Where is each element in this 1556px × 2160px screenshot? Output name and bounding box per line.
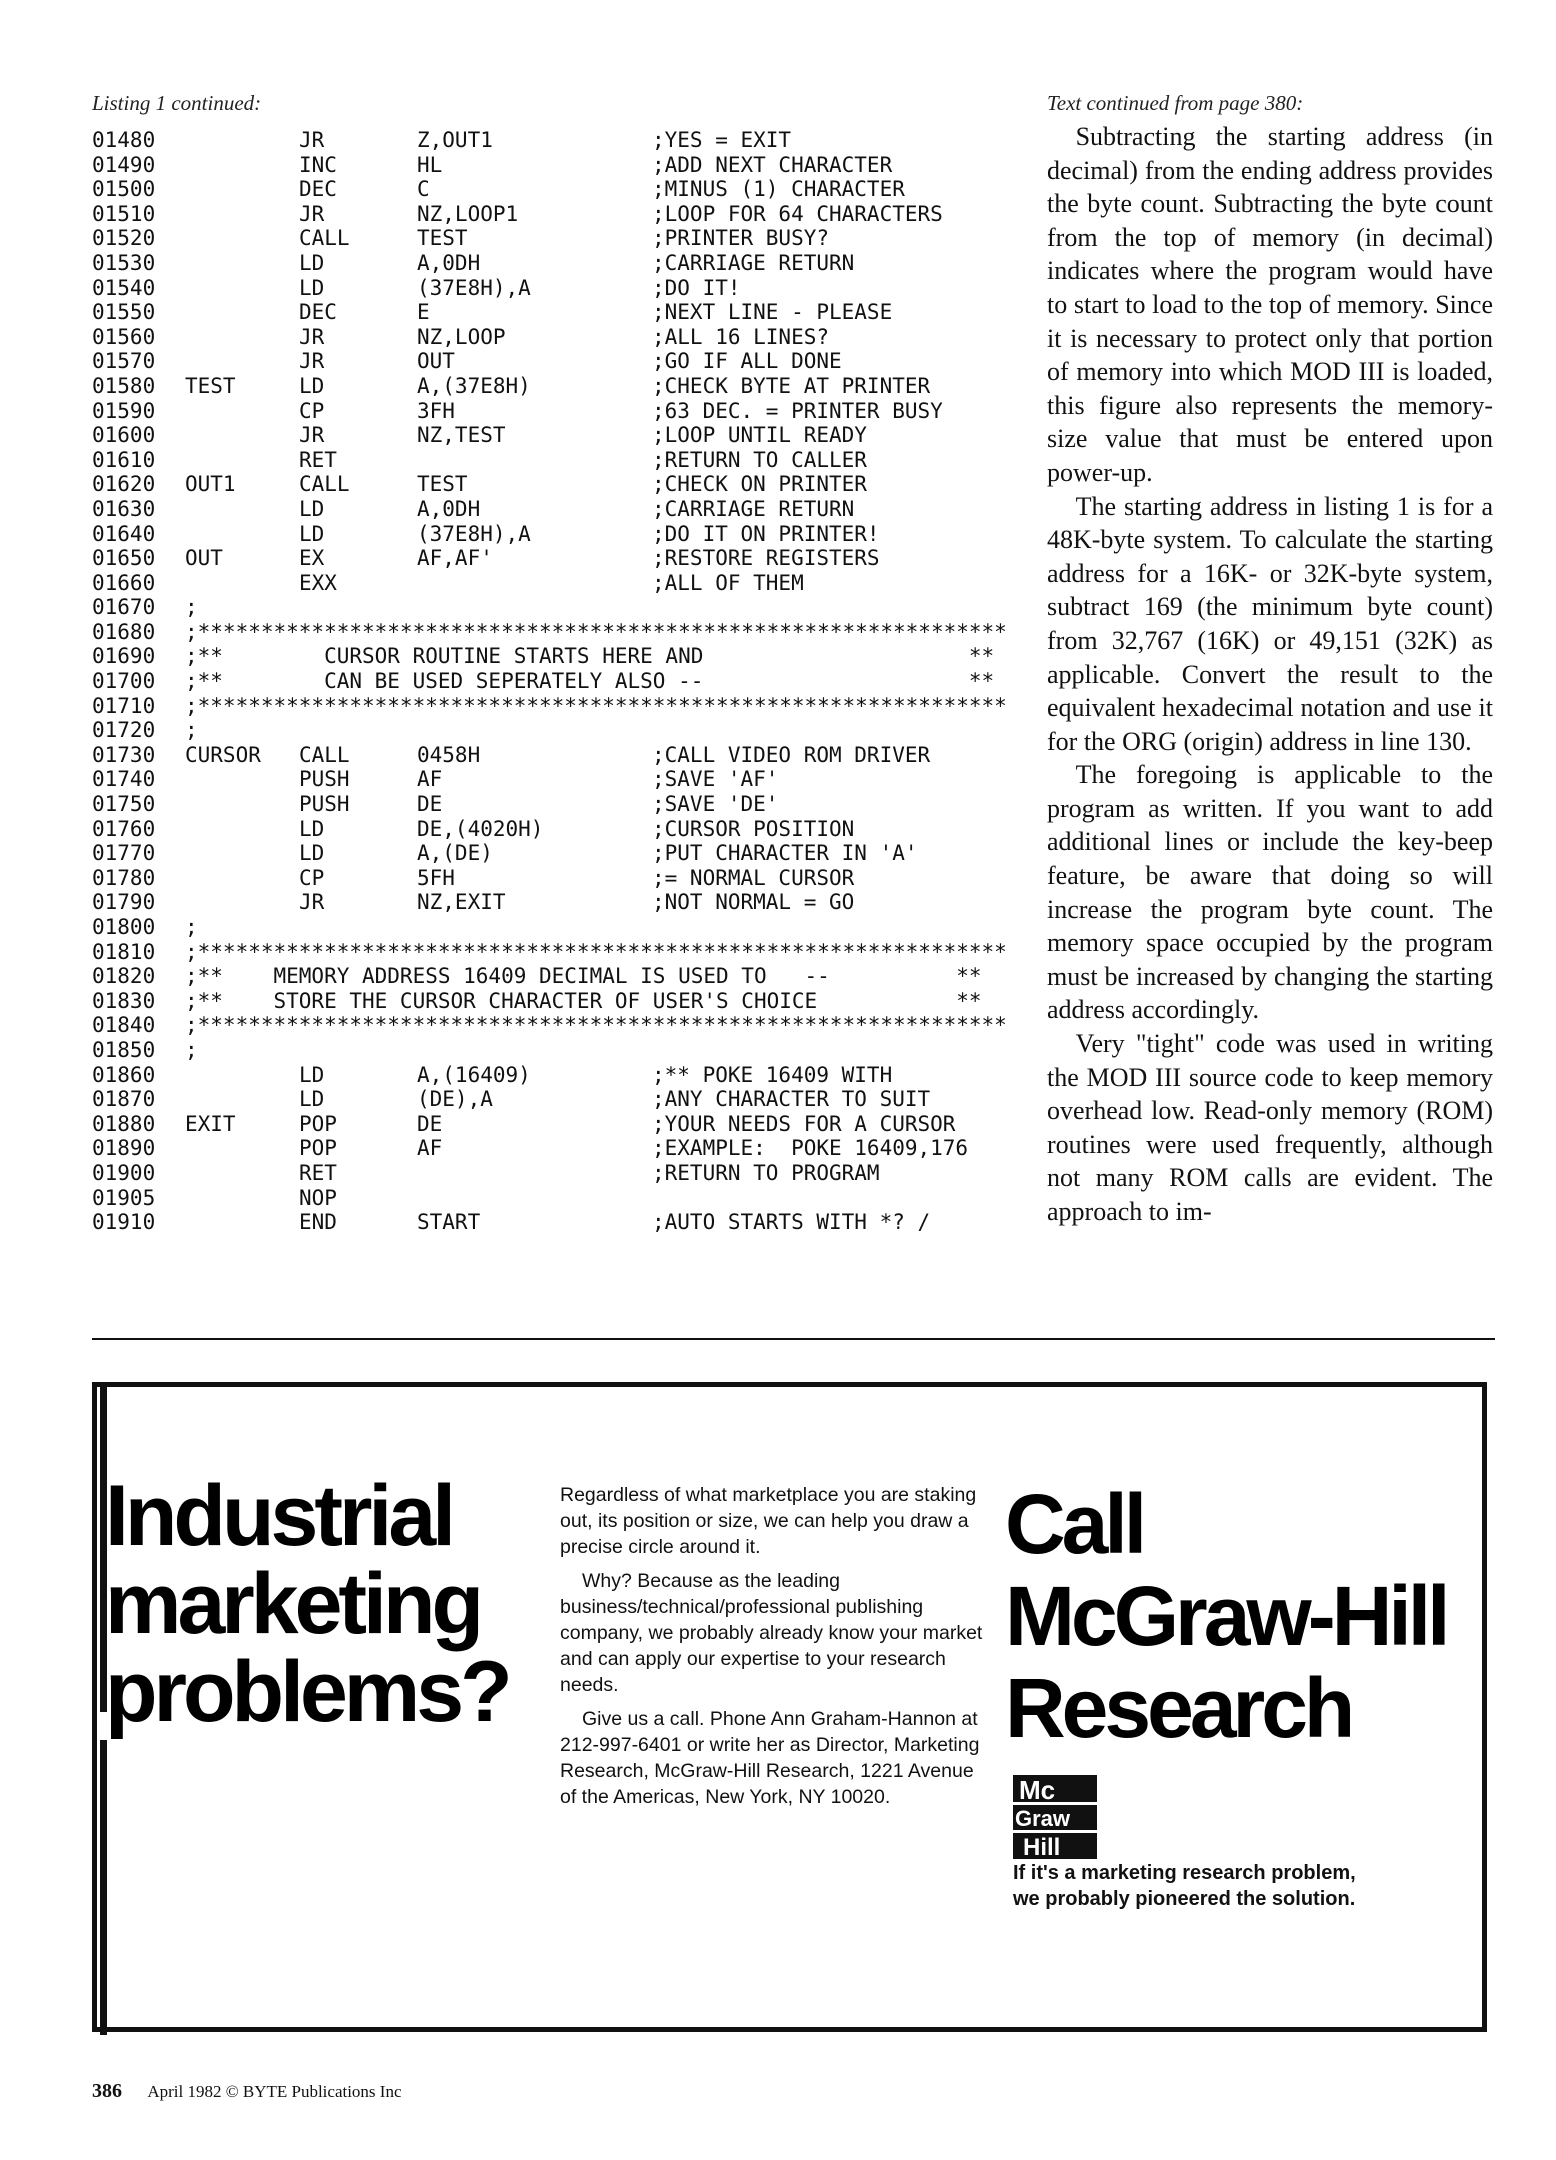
listing-row (92, 472, 1032, 497)
line-number: 01780 (92, 865, 156, 890)
line-number: 01720 (92, 718, 156, 743)
ad-tagline-line: we probably pioneered the solution. (1013, 1888, 1356, 1910)
opcode: NOP (299, 1185, 337, 1210)
code-comment: ;NOT NORMAL = GO (652, 890, 855, 915)
listing-row (92, 325, 1032, 350)
mcgraw-hill-logo (1013, 1775, 1097, 1859)
line-number: 01860 (92, 1062, 156, 1087)
opcode: EX (299, 546, 325, 571)
line-number: 01580 (92, 373, 156, 398)
ad-call-heading (1005, 1478, 1475, 1754)
opcode: DEC (299, 300, 337, 325)
operand: A,(DE) (417, 841, 493, 866)
listing-row (92, 1161, 1032, 1186)
code-comment: ;ALL OF THEM (652, 570, 804, 595)
line-number: 01910 (92, 1210, 156, 1235)
line-number: 01850 (92, 1037, 156, 1062)
operand: A,(16409) (417, 1062, 531, 1087)
listing-row (92, 399, 1032, 424)
line-number: 01480 (92, 128, 156, 152)
code-comment: ;PUT CHARACTER IN 'A' (652, 841, 918, 866)
listing-row (92, 644, 1032, 669)
listing-row (92, 718, 1032, 743)
code-comment: ;RESTORE REGISTERS (652, 546, 880, 571)
comment-banner: ;**************************************************************** (185, 939, 1007, 964)
listing-row (92, 202, 1032, 227)
listing-row (92, 767, 1032, 792)
operand: TEST (417, 472, 468, 497)
code-label: CURSOR (185, 742, 261, 767)
operand: Z,OUT1 (417, 128, 493, 152)
operand: 5FH (417, 865, 455, 890)
opcode: LD (299, 373, 325, 398)
ad-headline-line: Industrial (105, 1468, 453, 1564)
listing-row (92, 153, 1032, 178)
opcode: RET (299, 1160, 337, 1185)
line-number: 01600 (92, 423, 156, 448)
operand: (DE),A (417, 1087, 493, 1112)
listing-row (92, 1186, 1032, 1211)
line-number: 01770 (92, 841, 156, 866)
line-number: 01490 (92, 152, 156, 177)
opcode: CP (299, 865, 325, 890)
ad-headline-line: problems? (105, 1644, 509, 1740)
code-comment: ;CHECK BYTE AT PRINTER (652, 373, 931, 398)
opcode: CALL (299, 226, 350, 251)
operand: 0458H (417, 742, 481, 767)
listing-row (92, 251, 1032, 276)
opcode: RET (299, 447, 337, 472)
listing-row (92, 1013, 1032, 1038)
listing-row (92, 1063, 1032, 1088)
comment-banner: ; (185, 718, 198, 743)
line-number: 01550 (92, 300, 156, 325)
code-comment: ;63 DEC. = PRINTER BUSY (652, 398, 943, 423)
operand: C (417, 177, 430, 202)
listing-row (92, 546, 1032, 571)
operand: AF (417, 1136, 443, 1161)
listing-row (92, 694, 1032, 719)
ad-body-paragraph: Why? Because as the leading business/technical/professional publishing company, we probably already know your market and can apply our expertise to your research needs. (560, 1570, 983, 1696)
code-comment: ;EXAMPLE: POKE 16409,176 (652, 1136, 969, 1161)
listing-row (92, 497, 1032, 522)
operand: OUT (417, 349, 455, 374)
line-number: 01640 (92, 521, 156, 546)
line-number: 01760 (92, 816, 156, 841)
line-number: 01520 (92, 226, 156, 251)
listing-row (92, 989, 1032, 1014)
line-number: 01610 (92, 447, 156, 472)
listing-row (92, 1038, 1032, 1063)
operand: 3FH (417, 398, 455, 423)
line-number: 01660 (92, 570, 156, 595)
opcode: EXX (299, 570, 337, 595)
comment-banner: ; (185, 595, 198, 620)
line-number: 01800 (92, 915, 156, 939)
page-footer (92, 2080, 402, 2103)
line-number: 01830 (92, 988, 156, 1013)
listing-row (92, 300, 1032, 325)
operand: HL (417, 152, 443, 177)
operand: NZ,EXIT (417, 890, 506, 915)
code-comment: ;CHECK ON PRINTER (652, 472, 867, 497)
listing-row (92, 669, 1032, 694)
code-label: OUT1 (185, 472, 236, 497)
opcode: INC (299, 152, 337, 177)
code-comment: ;RETURN TO CALLER (652, 447, 867, 472)
opcode: LD (299, 275, 325, 300)
operand: NZ,TEST (417, 423, 506, 448)
line-number: 01590 (92, 398, 156, 423)
opcode: LD (299, 816, 325, 841)
ad-body-paragraph: Regardless of what marketplace you are staking out, its position or size, we can help you draw a precise circle around it. (560, 1484, 977, 1558)
line-number: 01510 (92, 201, 156, 226)
line-number: 01650 (92, 546, 156, 571)
line-number: 01740 (92, 767, 156, 792)
line-number: 01840 (92, 1013, 156, 1038)
line-number: 01790 (92, 890, 156, 915)
opcode: JR (299, 349, 325, 374)
listing-row (92, 128, 1032, 153)
line-number: 01880 (92, 1111, 156, 1136)
ad-headline-line: marketing (105, 1556, 481, 1652)
code-comment: ;DO IT ON PRINTER! (652, 521, 880, 546)
operand: START (417, 1210, 481, 1235)
opcode: LD (299, 496, 325, 521)
line-number: 01820 (92, 964, 156, 989)
ad-call-line: Call (1005, 1477, 1144, 1571)
line-number: 01900 (92, 1160, 156, 1185)
listing-row (92, 841, 1032, 866)
article-paragraph: Subtracting the starting address (in decimal) from the ending address provides the byte count. Subtracting the byte count from the top of memory (in decimal) indicates where the program would have to start to load to the top of memory. Since it is necessary to protect only that portion of memory into which MOD III is loaded, this figure also represents the memory-size value that must be entered upon power-up. (1047, 122, 1493, 487)
logo-word: Hill (1023, 1834, 1061, 1859)
code-comment: ;AUTO STARTS WITH *? / (652, 1210, 931, 1235)
article-paragraph: The starting address in listing 1 is for a 48K-byte system. To calculate the starting address for a 16K- or 32K-byte system, subtract 169 (the minimum byte count) from 32,767 (16K) or 49,151 (32K) as applicable. Convert the result to the equivalent hexadecimal notation and use it for the ORG (origin) address in line 130. (1047, 491, 1493, 756)
line-number: 01630 (92, 496, 156, 521)
footer-credit: April 1982 © BYTE Publications Inc (147, 2082, 402, 2101)
operand: DE,(4020H) (417, 816, 544, 841)
comment-banner: ;**************************************************************** (185, 693, 1007, 718)
line-number: 01540 (92, 275, 156, 300)
section-divider (92, 1338, 1495, 1340)
opcode: PUSH (299, 792, 350, 817)
comment-banner: ;**************************************************************** (185, 619, 1007, 644)
operand: DE (417, 792, 443, 817)
listing-row (92, 177, 1032, 202)
article-paragraph: Very "tight" code was used in writing the MOD III source code to keep memory overhead low. Read-only memory (ROM) routines were used frequently, although not many ROM calls are evident. The approach to im- (1047, 1029, 1493, 1226)
comment-banner: ;**************************************************************** (185, 1013, 1007, 1038)
opcode: LD (299, 1087, 325, 1112)
comment-banner: ; (185, 1037, 198, 1062)
line-number: 01530 (92, 250, 156, 275)
code-comment: ;CURSOR POSITION (652, 816, 855, 841)
opcode: JR (299, 423, 325, 448)
opcode: JR (299, 128, 325, 152)
operand: AF (417, 767, 443, 792)
code-comment: ;SAVE 'DE' (652, 792, 779, 817)
code-comment: ;= NORMAL CURSOR (652, 865, 855, 890)
listing-row (92, 915, 1032, 940)
listing-row (92, 792, 1032, 817)
comment-banner: ;** STORE THE CURSOR CHARACTER OF USER'S CHOICE ** (185, 988, 982, 1013)
operand: A,0DH (417, 496, 481, 521)
line-number: 01560 (92, 324, 156, 349)
listing-row (92, 620, 1032, 645)
opcode: JR (299, 324, 325, 349)
line-number: 01570 (92, 349, 156, 374)
opcode: PUSH (299, 767, 350, 792)
listing-row (92, 276, 1032, 301)
line-number: 01710 (92, 693, 156, 718)
listing-row (92, 866, 1032, 891)
line-number: 01700 (92, 669, 156, 694)
code-comment: ;LOOP FOR 64 CHARACTERS (652, 201, 943, 226)
code-comment: ;CALL VIDEO ROM DRIVER (652, 742, 931, 767)
listing-row (92, 964, 1032, 989)
opcode: LD (299, 841, 325, 866)
ad-call-line: Research (1005, 1661, 1352, 1755)
code-comment: ;** POKE 16409 WITH (652, 1062, 893, 1087)
ad-headline (105, 1468, 545, 1740)
code-comment: ;DO IT! (652, 275, 741, 300)
ad-tagline-line: If it's a marketing research problem, (1013, 1862, 1356, 1884)
operand: TEST (417, 226, 468, 251)
opcode: CALL (299, 742, 350, 767)
line-number: 01870 (92, 1087, 156, 1112)
operand: E (417, 300, 430, 325)
listing-row (92, 448, 1032, 473)
opcode: END (299, 1210, 337, 1235)
line-number: 01905 (92, 1185, 156, 1210)
ad-tagline (1013, 1860, 1483, 1912)
code-comment: ;GO IF ALL DONE (652, 349, 842, 374)
code-comment: ;LOOP UNTIL READY (652, 423, 867, 448)
article-caption: Text continued from page 380: (1047, 91, 1304, 115)
opcode: POP (299, 1136, 337, 1161)
ad-body-paragraph: Give us a call. Phone Ann Graham-Hannon at 212-997-6401 or write her as Director, Marketing Research, McGraw-Hill Research, 1221 Avenue of the Americas, New York, NY 10020. (560, 1708, 980, 1808)
code-comment: ;PRINTER BUSY? (652, 226, 830, 251)
listing-row (92, 940, 1032, 965)
operand: A,0DH (417, 250, 481, 275)
line-number: 01680 (92, 619, 156, 644)
listing-row (92, 890, 1032, 915)
ad-call-line: McGraw-Hill (1005, 1569, 1447, 1663)
listing-row (92, 743, 1032, 768)
code-label: EXIT (185, 1111, 236, 1136)
operand: (37E8H),A (417, 521, 531, 546)
opcode: DEC (299, 177, 337, 202)
code-listing (92, 128, 1032, 1235)
listing-row (92, 226, 1032, 251)
listing-row (92, 1210, 1032, 1235)
page-number: 386 (92, 2080, 122, 2102)
opcode: CP (299, 398, 325, 423)
listing-row (92, 817, 1032, 842)
operand: (37E8H),A (417, 275, 531, 300)
operand: DE (417, 1111, 443, 1136)
line-number: 01730 (92, 742, 156, 767)
opcode: LD (299, 521, 325, 546)
listing-row (92, 1087, 1032, 1112)
listing-row (92, 595, 1032, 620)
code-comment: ;ALL 16 LINES? (652, 324, 830, 349)
listing-row (92, 374, 1032, 399)
comment-banner: ;** CURSOR ROUTINE STARTS HERE AND ** (185, 644, 995, 669)
logo-word: Graw (1015, 1806, 1071, 1831)
line-number: 01690 (92, 644, 156, 669)
comment-banner: ;** CAN BE USED SEPERATELY ALSO -- ** (185, 669, 995, 694)
operand: NZ,LOOP (417, 324, 506, 349)
opcode: CALL (299, 472, 350, 497)
opcode: POP (299, 1111, 337, 1136)
opcode: LD (299, 250, 325, 275)
comment-banner: ;** MEMORY ADDRESS 16409 DECIMAL IS USED TO -- ** (185, 964, 982, 989)
operand: A,(37E8H) (417, 373, 531, 398)
article-text (1047, 120, 1493, 1229)
listing-caption: Listing 1 continued: (92, 91, 262, 115)
code-comment: ;NEXT LINE - PLEASE (652, 300, 893, 325)
line-number: 01750 (92, 792, 156, 817)
code-label: TEST (185, 373, 236, 398)
listing-row (92, 1112, 1032, 1137)
opcode: LD (299, 1062, 325, 1087)
line-number: 01810 (92, 939, 156, 964)
code-comment: ;MINUS (1) CHARACTER (652, 177, 905, 202)
opcode: JR (299, 201, 325, 226)
line-number: 01890 (92, 1136, 156, 1161)
code-label: OUT (185, 546, 223, 571)
listing-row (92, 522, 1032, 547)
code-comment: ;YOUR NEEDS FOR A CURSOR (652, 1111, 956, 1136)
listing-row (92, 1136, 1032, 1161)
opcode: JR (299, 890, 325, 915)
line-number: 01620 (92, 472, 156, 497)
article-paragraph: The foregoing is applicable to the program as written. If you want to add additional lines or include the key-beep feature, be aware that doing so will increase the program byte count. The memory space occupied by the program must be increased by changing the starting address accordingly. (1047, 760, 1493, 1025)
ad-body (560, 1482, 985, 1818)
line-number: 01670 (92, 595, 156, 620)
listing-row (92, 571, 1032, 596)
code-comment: ;RETURN TO PROGRAM (652, 1160, 880, 1185)
listing-row (92, 423, 1032, 448)
code-comment: ;CARRIAGE RETURN (652, 496, 855, 521)
code-comment: ;ADD NEXT CHARACTER (652, 152, 893, 177)
code-comment: ;YES = EXIT (652, 128, 792, 152)
code-comment: ;CARRIAGE RETURN (652, 250, 855, 275)
operand: NZ,LOOP1 (417, 201, 519, 226)
operand: AF,AF' (417, 546, 493, 571)
ad-left-rule (100, 1740, 107, 2035)
code-comment: ;ANY CHARACTER TO SUIT (652, 1087, 931, 1112)
code-comment: ;SAVE 'AF' (652, 767, 779, 792)
listing-row (92, 349, 1032, 374)
comment-banner: ; (185, 915, 198, 939)
line-number: 01500 (92, 177, 156, 202)
logo-word: Mc (1019, 1775, 1056, 1805)
